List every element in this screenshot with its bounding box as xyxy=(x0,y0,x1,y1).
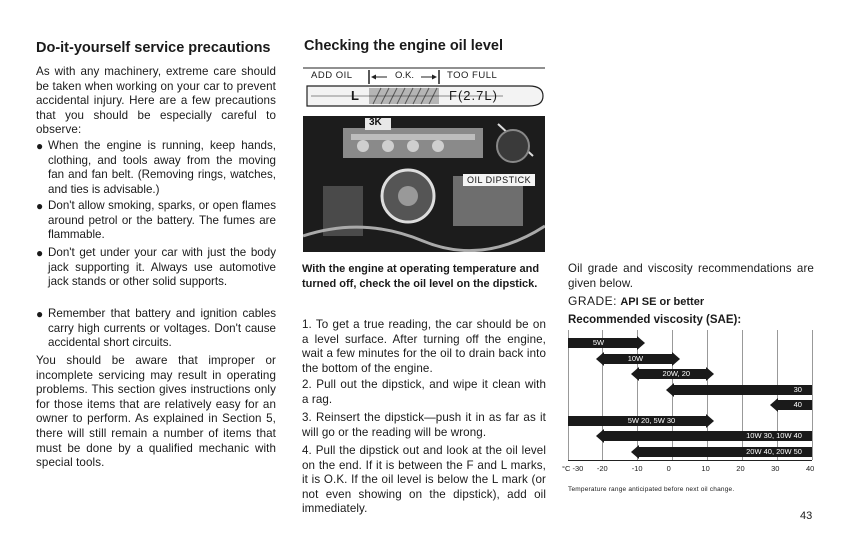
viscosity-title: Recommended viscosity (SAE): xyxy=(568,314,742,326)
viscosity-grade-label: 20W 40, 20W 50 xyxy=(746,446,802,456)
bullet-dot-icon: ● xyxy=(36,246,44,260)
l-mark-label: L xyxy=(351,88,359,103)
x-tick-label: 30 xyxy=(771,464,780,473)
arrow-left-icon xyxy=(596,352,604,366)
x-tick-label: -20 xyxy=(596,464,608,473)
viscosity-grade-label: 40 xyxy=(793,400,802,409)
f-mark-label: F(2.7L) xyxy=(449,88,498,103)
grade-label: GRADE: xyxy=(568,294,618,308)
x-tick-label: °C -30 xyxy=(562,464,584,473)
viscosity-grade-label: 10W 30, 10W 40 xyxy=(746,431,802,440)
arrow-right-icon xyxy=(672,352,680,366)
arrow-right-icon xyxy=(706,414,714,428)
oil-dipstick-callout: OIL DIPSTICK xyxy=(463,174,535,186)
section-title-oil-level: Checking the engine oil level xyxy=(304,38,504,54)
x-tick-label: 0 xyxy=(666,464,671,473)
chart-caption: Temperature range anticipated before next oil change. xyxy=(568,486,735,493)
viscosity-range-bar xyxy=(638,447,812,457)
arrow-left-icon xyxy=(631,445,639,459)
engine-photo xyxy=(303,116,545,252)
viscosity-range-bar xyxy=(568,416,707,426)
precautions-intro: As with any machinery, extreme care should be taken when working on your car to prevent accidental injury. Here are a few precautions that you should be especially careful to observe: xyxy=(36,65,276,137)
bullet-dot-icon: ● xyxy=(36,307,44,321)
x-tick-label: 10 xyxy=(701,464,710,473)
grade-value: API SE or better xyxy=(620,296,705,308)
viscosity-range-bar xyxy=(777,400,812,410)
arrow-right-icon xyxy=(706,367,714,381)
arrow-left-icon xyxy=(770,398,778,412)
bullet-item xyxy=(36,199,276,243)
grade-line xyxy=(568,294,704,308)
chart-x-ticks xyxy=(562,464,818,476)
viscosity-chart xyxy=(568,330,812,462)
bullet-text: Remember that battery and ignition cables carry high currents or voltages. Don't cause accidental short circuits. xyxy=(48,307,276,350)
viscosity-range-bar xyxy=(603,354,673,364)
x-tick-label: 20 xyxy=(736,464,745,473)
precautions-outro: You should be aware that improper or incomplete servicing may result in operating problems. This section gives instructions only for those items that are relatively easy for an owner to perform. As explained in Section 5, there will still remain a number of items that must be done by a qualified mechanic with special tools. xyxy=(36,354,276,470)
ok-label: O.K. xyxy=(395,70,415,81)
viscosity-grade-label: 5W xyxy=(592,338,605,347)
section-title-precautions: Do-it-yourself service precautions xyxy=(36,40,271,56)
viscosity-range-bar xyxy=(603,431,812,441)
oil-step: 3. Reinsert the dipstick—push it in as far as it will go or the reading will be wrong. xyxy=(302,411,546,439)
dipstick-diagram xyxy=(303,66,545,112)
oil-step: 4. Pull the dipstick out and look at the oil level on the end. If it is between the F and L marks, it is O.K. If the oil level is below the L mark (or not even showing on the dipstick), add oil immediately. xyxy=(302,444,546,516)
add-oil-label: ADD OIL xyxy=(311,70,353,81)
bullet-item xyxy=(36,139,276,197)
bullet-item xyxy=(36,246,276,290)
viscosity-range-bar xyxy=(568,338,638,348)
viscosity-grade-label: 5W 20, 5W 30 xyxy=(627,415,676,425)
bullet-item xyxy=(36,307,276,351)
bullet-dot-icon: ● xyxy=(36,139,44,153)
x-tick-label: 40 xyxy=(806,464,815,473)
x-tick-label: -10 xyxy=(631,464,643,473)
viscosity-range-bar xyxy=(638,369,708,379)
viscosity-grade-label: 30 xyxy=(793,384,802,394)
page-number: 43 xyxy=(800,510,813,522)
arrow-left-icon xyxy=(631,367,639,381)
oil-step: 2. Pull out the dipstick, and wipe it clean with a rag. xyxy=(302,378,546,406)
arrow-left-icon xyxy=(596,429,604,443)
viscosity-range-bar xyxy=(673,385,812,395)
viscosity-grade-label: 20W, 20 xyxy=(662,369,691,378)
viscosity-grade-label: 10W xyxy=(627,353,644,363)
engine-tag-label: 3K xyxy=(369,117,382,128)
bullet-dot-icon: ● xyxy=(36,199,44,213)
oil-check-note: With the engine at operating temperature and turned off, check the oil level on the dipstick. xyxy=(302,263,540,290)
oil-step: 1. To get a true reading, the car should be on a level surface. After turning off the engine, wait a few minutes for the oil to drain back into the bottom of the engine. xyxy=(302,318,546,375)
too-full-label: TOO FULL xyxy=(447,70,498,81)
arrow-right-icon xyxy=(637,336,645,350)
chart-bars xyxy=(568,330,812,460)
bullet-text: Don't get under your car with just the body jack supporting it. Always use automotive jack stands or other solid supports. xyxy=(48,246,276,289)
grade-intro: Oil grade and viscosity recommendations are given below. xyxy=(568,262,814,290)
bullet-text: Don't allow smoking, sparks, or open flames around petrol or the battery. The fumes are flammable. xyxy=(48,199,276,242)
bullet-text: When the engine is running, keep hands, clothing, and tools away from the moving fan and fan belt. (Removing rings, watches, and ties is advisable.) xyxy=(48,139,276,196)
arrow-left-icon xyxy=(666,383,674,397)
chart-baseline xyxy=(568,460,812,461)
